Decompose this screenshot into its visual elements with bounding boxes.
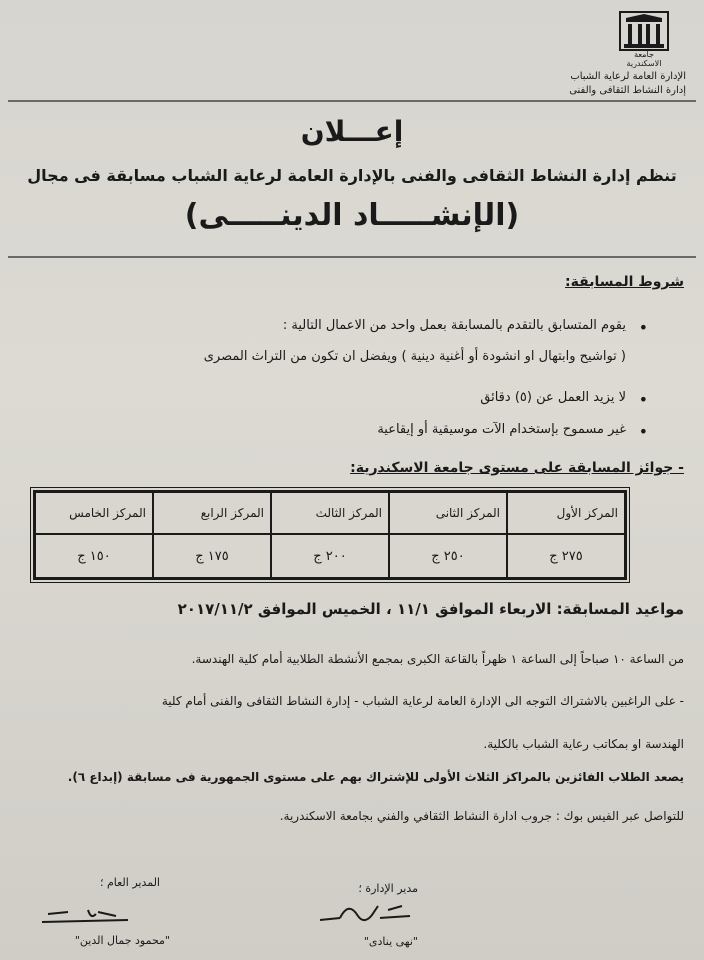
competition-dates: مواعيد المسابقة: الاربعاء الموافق ١١/١ ، الخميس الموافق ٢٠١٧/١١/٢ bbox=[177, 600, 684, 618]
prize-amount: ٢٧٥ ج bbox=[507, 534, 625, 578]
prize-amount: ١٥٠ ج bbox=[35, 534, 153, 578]
department-block bbox=[546, 70, 686, 98]
manager-title: مدير الإدارة ؛ bbox=[358, 882, 418, 895]
condition-item: غير مسموح بإستخدام الآت موسيقية أو إيقاعية • bbox=[377, 422, 626, 437]
prize-place: المركز الأول bbox=[507, 492, 625, 534]
dept-line-2: إدارة النشاط الثقافى والفنى bbox=[569, 85, 686, 96]
condition-item: لا يزيد العمل عن (٥) دقائق • bbox=[480, 390, 626, 405]
competition-time: من الساعة ١٠ صباحاً إلى الساعة ١ ظهراً بالقاعة الكبرى بمجمع الأنشطة الطلابية أمام كلية الهندسة. bbox=[191, 652, 684, 666]
prize-amount: ١٧٥ ج bbox=[153, 534, 271, 578]
condition-item: يقوم المتسابق بالتقدم بالمسابقة بعمل واحد من الاعمال التالية : • bbox=[283, 318, 626, 333]
prize-amount: ٢٥٠ ج bbox=[389, 534, 507, 578]
winners-note: يصعد الطلاب الفائزين بالمراكز الثلاث الأولى للإشتراك بهم على مستوى الجمهورية فى مسابقة (إبداع ٦). bbox=[67, 770, 684, 784]
prize-place: المركز الخامس bbox=[35, 492, 153, 534]
top-divider bbox=[8, 100, 696, 102]
general-manager-name: "محمود جمال الدين" bbox=[74, 934, 170, 947]
registration-line-2: الهندسة او بمكاتب رعاية الشباب بالكلية. bbox=[483, 737, 684, 751]
prize-place: المركز الثالث bbox=[271, 492, 389, 534]
prizes-table bbox=[30, 487, 630, 583]
page-title: إعـــلان bbox=[300, 115, 404, 148]
prize-place: المركز الثانى bbox=[389, 492, 507, 534]
conditions-heading: شروط المسابقة: bbox=[565, 274, 684, 290]
general-manager-title: المدير العام ؛ bbox=[99, 876, 160, 889]
middle-divider bbox=[8, 256, 696, 258]
university-logo-icon bbox=[616, 10, 672, 66]
registration-line-1: - على الراغبين بالاشتراك التوجه الى الإدارة العامة لرعاية الشباب - إدارة النشاط الثقافى والفنى أمام كلية bbox=[161, 694, 684, 708]
prizes-heading: - جوائز المسابقة على مستوى جامعة الاسكندرية: bbox=[350, 460, 684, 476]
manager-name: "نهى ينادى" bbox=[363, 935, 418, 948]
subtitle: تنظم إدارة النشاط الثقافى والفنى بالإدارة العامة لرعاية الشباب مسابقة فى مجال bbox=[27, 166, 677, 185]
general-manager-signature-icon bbox=[38, 902, 138, 932]
prize-amount: ٢٠٠ ج bbox=[271, 534, 389, 578]
logo-text: جامعة الاسكندرية bbox=[626, 50, 662, 68]
dept-line-1: الإدارة العامة لرعاية الشباب bbox=[570, 71, 686, 82]
competition-name: (الإنشـــــاد الدينـــــى) bbox=[184, 198, 520, 233]
manager-signature-icon bbox=[318, 900, 418, 930]
condition-item: ( تواشيح وابتهال او انشودة أو أغنية دينية ) ويفضل ان تكون من التراث المصرى bbox=[203, 349, 626, 364]
prize-place: المركز الرابع bbox=[153, 492, 271, 534]
contact-line: للتواصل عبر الفيس بوك : جروب ادارة النشاط الثقافي والفني بجامعة الاسكندرية. bbox=[279, 809, 684, 823]
